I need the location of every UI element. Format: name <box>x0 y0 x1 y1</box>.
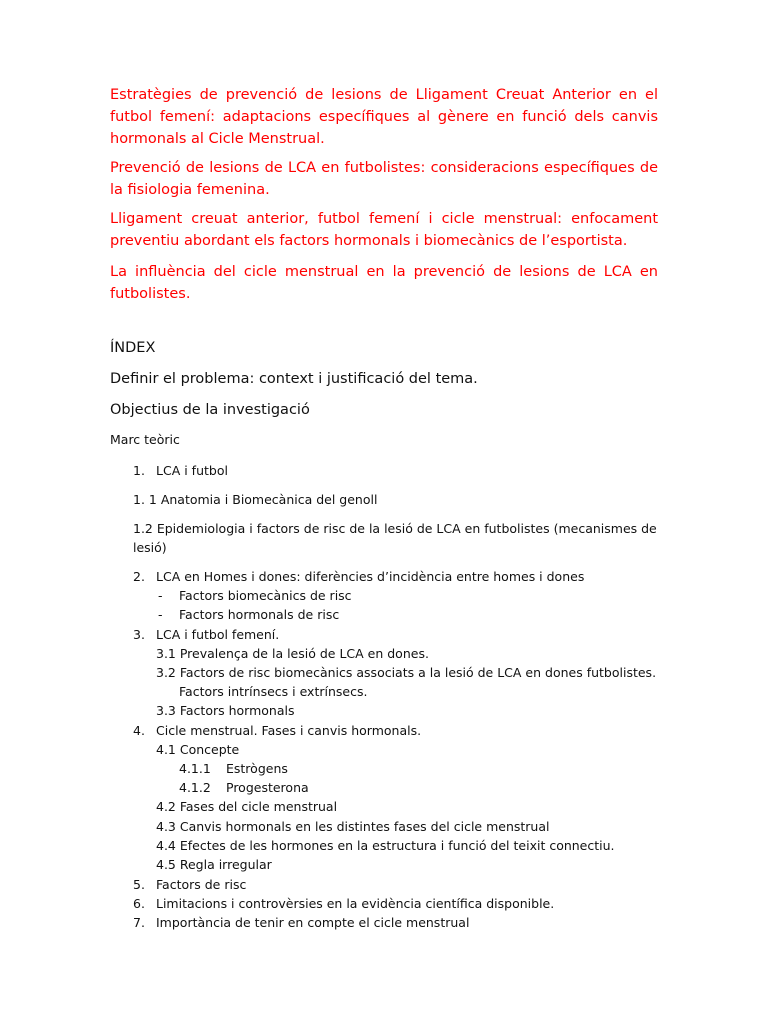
index-define-problem: Definir el problema: context i justificació del tema. <box>110 371 478 387</box>
item-1-label: LCA i futbol <box>156 463 228 478</box>
item-4-1-2-label: Progesterona <box>226 780 309 795</box>
item-3-2-continued: Factors intrínsecs i extrínsecs. <box>179 684 368 699</box>
title-option-3: Lligament creuat anterior, futbol femení i cicle menstrual: enfocament preventiu abordant els factors hormonals i biomecànics de l’esportista. <box>110 211 658 249</box>
item-3-2: 3.2 Factors de risc biomecànics associats a la lesió de LCA en dones futbolistes. <box>156 665 657 680</box>
item-1-1: 1. 1 Anatomia i Biomecànica del genoll <box>133 492 378 507</box>
item-1-2: 1.2 Epidemiologia i factors de risc de la lesió de LCA en futbolistes (mecanismes de lesió) <box>133 521 657 555</box>
item-5-number: 5. <box>133 877 145 892</box>
item-6-number: 6. <box>133 896 145 911</box>
title-option-4: La influència del cicle menstrual en la prevenció de lesions de LCA en futbolistes. <box>110 264 658 302</box>
item-2a-dash: - <box>158 588 163 603</box>
item-3-label: LCA i futbol femení. <box>156 627 280 642</box>
item-2a-label: Factors biomecànics de risc <box>179 588 352 603</box>
item-4-2: 4.2 Fases del cicle menstrual <box>156 799 338 814</box>
item-3-1: 3.1 Prevalença de la lesió de LCA en dones. <box>156 646 429 661</box>
item-1-number: 1. <box>133 463 145 478</box>
item-4-5: 4.5 Regla irregular <box>156 857 272 872</box>
item-4-1: 4.1 Concepte <box>156 742 240 757</box>
title-option-1: Estratègies de prevenció de lesions de Lligament Creuat Anterior en el futbol femení: adaptacions específiques al gènere en funció dels canvis hormonals al Cicle Menstrual. <box>110 87 658 147</box>
item-4-number: 4. <box>133 723 145 738</box>
item-4-label: Cicle menstrual. Fases i canvis hormonals. <box>156 723 422 738</box>
item-2-number: 2. <box>133 569 145 584</box>
item-3-3: 3.3 Factors hormonals <box>156 703 295 718</box>
item-4-1-1-number: 4.1.1 <box>179 761 211 776</box>
item-2-label: LCA en Homes i dones: diferències d’incidència entre homes i dones <box>156 569 585 584</box>
index-heading: ÍNDEX <box>110 340 156 356</box>
item-5-label: Factors de risc <box>156 877 247 892</box>
item-2b-label: Factors hormonals de risc <box>179 607 340 622</box>
item-6-label: Limitacions i controvèrsies en la evidència científica disponible. <box>156 896 555 911</box>
item-3-number: 3. <box>133 627 145 642</box>
index-marc-teoric: Marc teòric <box>110 432 180 447</box>
item-4-4: 4.4 Efectes de les hormones en la estructura i funció del teixit connectiu. <box>156 838 615 853</box>
item-4-3: 4.3 Canvis hormonals en les distintes fases del cicle menstrual <box>156 819 550 834</box>
item-7-number: 7. <box>133 915 145 930</box>
item-2b-dash: - <box>158 607 163 622</box>
item-7-label: Importància de tenir en compte el cicle menstrual <box>156 915 470 930</box>
item-4-1-1-label: Estrògens <box>226 761 288 776</box>
title-option-2: Prevenció de lesions de LCA en futbolistes: consideracions específiques de la fisiologia femenina. <box>110 160 658 198</box>
index-objectives: Objectius de la investigació <box>110 402 310 418</box>
item-4-1-2-number: 4.1.2 <box>179 780 211 795</box>
